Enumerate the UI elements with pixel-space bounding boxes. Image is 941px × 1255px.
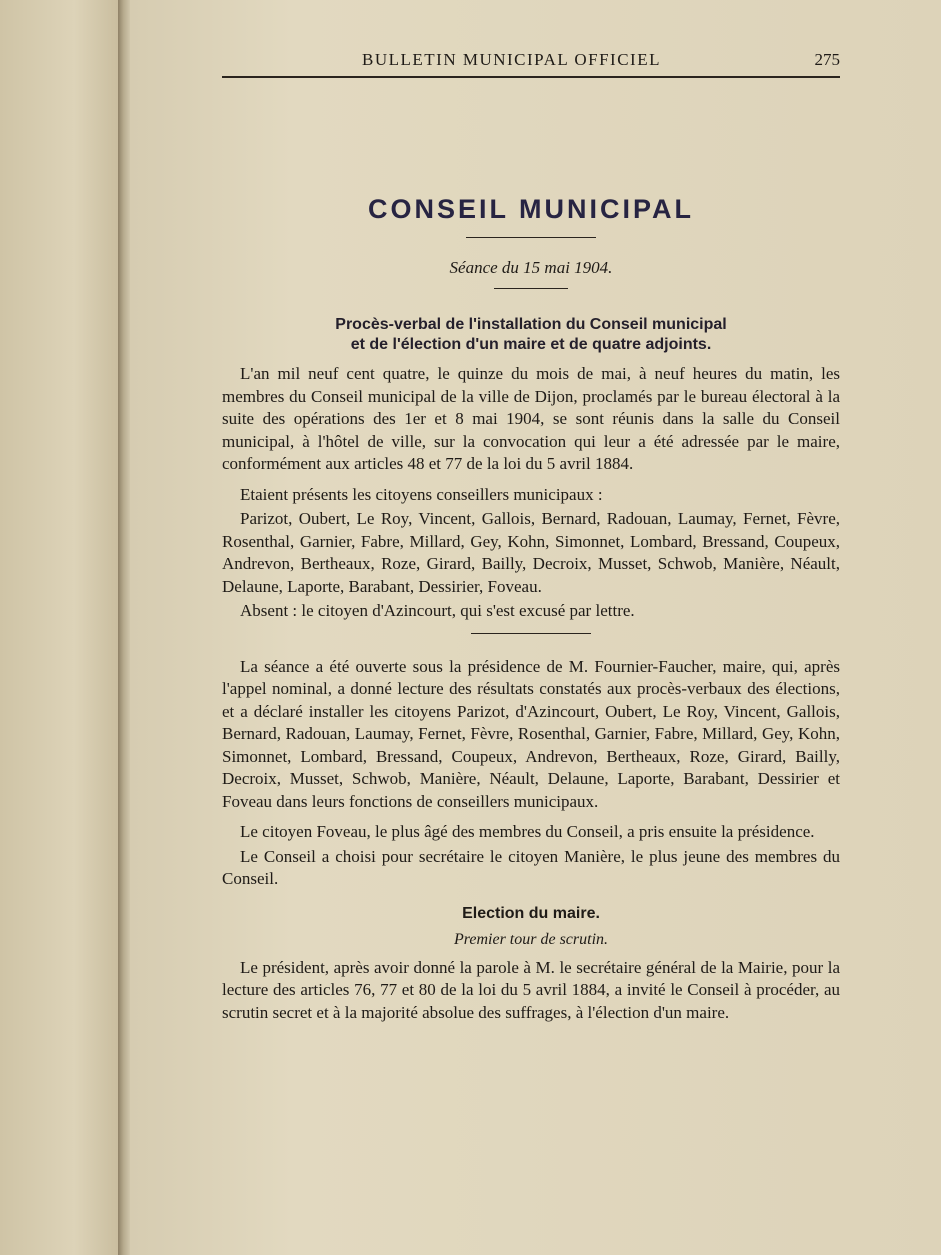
paragraph-meeting: L'an mil neuf cent quatre, le quinze du mois de mai, à neuf heures du matin, les membres du Conseil municipal de la ville de Dijon, proclamés par le bureau électoral à la suite des opérations des 1er et 8 mai 1904, se sont réunis dans la salle du Conseil municipal, à l'hôtel de ville, sur la convocation qui leur a été adressée par le maire, conformément aux articles 48 et 77 de la loi du 5 avril 1884. bbox=[222, 364, 840, 473]
section-divider bbox=[471, 633, 591, 634]
subtitle-line-1: Procès-verbal de l'installation du Conseil municipal bbox=[335, 316, 727, 333]
election-title: Election du maire. bbox=[462, 904, 600, 922]
page-content bbox=[222, 38, 840, 1024]
present-intro: Etaient présents les citoyens conseillers municipaux : bbox=[240, 484, 603, 504]
title-rule bbox=[466, 237, 596, 238]
page bbox=[130, 0, 941, 1255]
session-rule bbox=[494, 288, 568, 289]
main-title: CONSEIL MUNICIPAL bbox=[367, 194, 694, 224]
paragraph-opening: La séance a été ouverte sous la présidence de M. Fournier-Faucher, maire, qui, après l'appel nominal, a donné lecture des résultats constatés aux procès-verbaux des élections, et a déclaré installer les citoyens Parizot, d'Azincourt, Oubert, Le Roy, Vincent, Gallois, Bernard, Radouan, Laumay, Fernet, Fèvre, Rosenthal, Garnier, Fabre, Millard, Gey, Kohn, Simonnet, Lombard, Bressand, Coupeux, Andrevon, Bertheaux, Roze, Girard, Bailly, Decroix, Musset, Schwob, Manière, Néault, Delaune, Laporte, Barabant, Dessirier et Foveau dans leurs fonctions de conseillers municipaux. bbox=[222, 656, 840, 811]
page-header bbox=[222, 38, 840, 78]
subtitle-line-2: et de l'élection d'un maire et de quatre adjoints. bbox=[350, 336, 712, 353]
paragraph-presidency: Le citoyen Foveau, le plus âgé des membres du Conseil, a pris ensuite la présidence. bbox=[240, 822, 815, 841]
election-round: Premier tour de scrutin. bbox=[453, 930, 609, 948]
page-number: 275 bbox=[814, 50, 840, 69]
session-date: Séance du 15 mai 1904. bbox=[449, 258, 613, 277]
section-subtitle bbox=[222, 315, 840, 355]
paragraph-election: Le président, après avoir donné la parole à M. le secrétaire général de la Mairie, pour la lecture des articles 76, 77 et 80 de la loi du 5 avril 1884, a invité le Conseil à procéder, au scrutin secret et à la majorité absolue des suffrages, à l'élection d'un maire. bbox=[222, 957, 840, 1022]
paragraph-secretary: Le Conseil a choisi pour secrétaire le citoyen Manière, le plus jeune des membres du Conseil. bbox=[222, 846, 840, 888]
left-page-margin bbox=[0, 0, 124, 1255]
absent-note: Absent : le citoyen d'Azincourt, qui s'est excusé par lettre. bbox=[240, 601, 635, 620]
present-list: Parizot, Oubert, Le Roy, Vincent, Gallois, Bernard, Radouan, Laumay, Fernet, Fèvre, Rosenthal, Garnier, Fabre, Millard, Gey, Kohn, Simonnet, Lombard, Bressand, Coupeux, Andrevon, Bertheaux, Roze, Girard, Bailly, Decroix, Musset, Schwob, Manière, Néault, Delaune, Laporte, Barabant, Dessirier, Foveau. bbox=[222, 509, 840, 596]
running-title: BULLETIN MUNICIPAL OFFICIEL bbox=[362, 50, 661, 69]
